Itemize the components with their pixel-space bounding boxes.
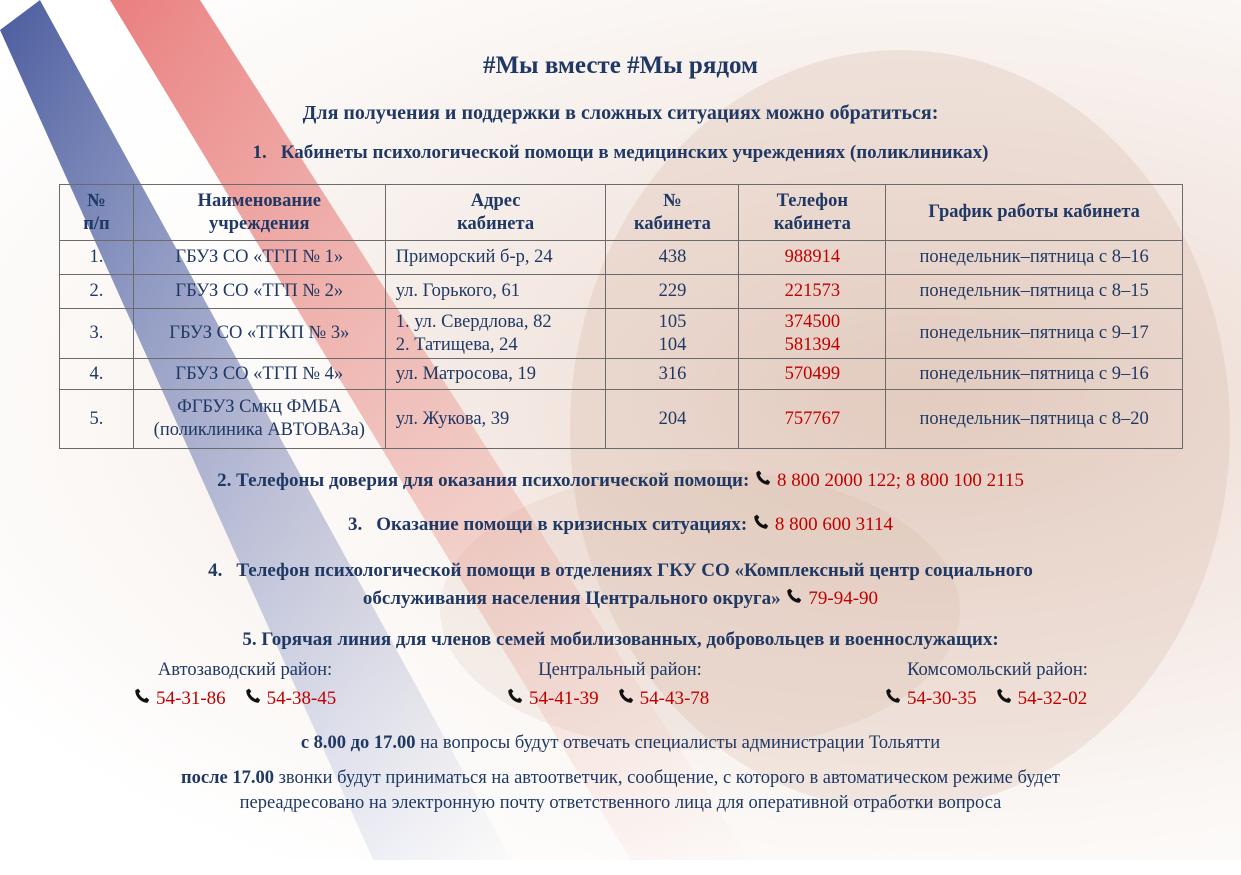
table-row [60, 390, 1183, 449]
district-komsomolsky-phones [884, 687, 1087, 710]
district-centralny-phones [506, 687, 709, 710]
section-3 [0, 513, 1241, 536]
phone-icon [244, 687, 262, 705]
section-4-line-1 [0, 560, 1241, 582]
table-row [60, 309, 1183, 359]
district-avtozavodsky: Автозаводский район: [157, 660, 333, 680]
phone-icon [754, 469, 772, 487]
phone-number: 54-38-45 [266, 688, 337, 709]
note-hours-text: на вопросы будут отвечать специалисты администрации Тольятти [415, 733, 941, 753]
row-room: 204 [606, 390, 739, 449]
header-institution: Наименование учреждения [133, 185, 385, 241]
row-address: ул. Жукова, 39 [385, 390, 606, 449]
section-2 [0, 469, 1241, 492]
phone-number: 54-31-86 [156, 688, 226, 709]
row-schedule: понедельник–пятница с 8–16 [886, 241, 1183, 275]
district-avtozavodsky-phones [133, 687, 336, 710]
row-phone: 757767 [739, 390, 886, 449]
phone-icon [133, 687, 151, 705]
section-1-number: 1. [252, 142, 267, 163]
row-schedule: понедельник–пятница с 8–15 [886, 275, 1183, 309]
row-address: ул. Матросова, 19 [385, 359, 606, 390]
section-1-heading [0, 142, 1241, 164]
note-after-hours [0, 766, 1241, 816]
row-address: ул. Горького, 61 [385, 275, 606, 309]
phone-icon [995, 687, 1013, 705]
row-number: 2. [60, 275, 134, 309]
header-phone: Телефон кабинета [739, 185, 886, 241]
row-phone: 374500 581394 [739, 309, 886, 359]
phone-number: 54-30-35 [907, 688, 977, 709]
table-row [60, 359, 1183, 390]
row-room: 438 [606, 241, 739, 275]
phone-icon [617, 687, 635, 705]
section-4-text-1: Телефон психологической помощи в отделениях ГКУ СО «Комплексный центр социального [236, 560, 1033, 581]
note-working-hours [0, 731, 1241, 756]
section-3-number: 3. [348, 514, 363, 535]
row-institution: ГБУЗ СО «ТГП № 4» [133, 359, 385, 390]
phone-number: 54-32-02 [1017, 688, 1088, 709]
phone-number: 54-41-39 [529, 688, 599, 709]
header-schedule: График работы кабинета [886, 185, 1183, 241]
section-2-phones: 8 800 2000 122; 8 800 100 2115 [777, 470, 1024, 491]
section-4-phone: 79-94-90 [808, 588, 879, 609]
page-title: #Мы вместе #Мы рядом [482, 52, 759, 79]
row-institution: ГБУЗ СО «ТГКП № 3» [133, 309, 385, 359]
row-room: 105 104 [606, 309, 739, 359]
row-institution: ФГБУЗ Смкц ФМБА (поликлиника АВТОВАЗа) [133, 390, 385, 449]
section-3-phone: 8 800 600 3114 [774, 514, 893, 535]
phone-icon [752, 513, 770, 531]
section-4-text-2: обслуживания населения Центрального округа» [362, 588, 781, 609]
section-2-text: 2. Телефоны доверия для оказания психологической помощи: [217, 470, 750, 491]
row-institution: ГБУЗ СО «ТГП № 1» [133, 241, 385, 275]
header-number: № п/п [60, 185, 134, 241]
table-row [60, 275, 1183, 309]
phone-icon [785, 587, 803, 605]
row-schedule: понедельник–пятница с 9–17 [886, 309, 1183, 359]
page-subtitle: Для получения и поддержки в сложных ситуациях можно обратиться: [302, 102, 939, 124]
district-centralny: Центральный район: [538, 660, 702, 680]
phone-icon [506, 687, 524, 705]
row-room: 229 [606, 275, 739, 309]
header-address: Адрес кабинета [385, 185, 606, 241]
row-number: 5. [60, 390, 134, 449]
row-number: 4. [60, 359, 134, 390]
note-after-bold: после 17.00 [180, 768, 274, 788]
row-phone: 988914 [739, 241, 886, 275]
phone-number: 54-43-78 [639, 688, 710, 709]
header-room: № кабинета [606, 185, 739, 241]
note-hours-bold: с 8.00 до 17.00 [300, 733, 416, 753]
row-phone: 570499 [739, 359, 886, 390]
row-phone: 221573 [739, 275, 886, 309]
row-address: 1. ул. Свердлова, 82 2. Татищева, 24 [385, 309, 606, 359]
row-number: 3. [60, 309, 134, 359]
row-address: Приморский б-р, 24 [385, 241, 606, 275]
row-institution: ГБУЗ СО «ТГП № 2» [133, 275, 385, 309]
section-1-text: Кабинеты психологической помощи в медицинских учреждениях (поликлиниках) [280, 142, 989, 163]
note-after-text-2: переадресовано на электронную почту ответственного лица для оперативной отработки вопроса [239, 793, 1002, 813]
row-schedule: понедельник–пятница с 9–16 [886, 359, 1183, 390]
section-3-text: Оказание помощи в кризисных ситуациях: [376, 514, 748, 535]
table-row [60, 241, 1183, 275]
note-after-text-1: звонки будут приниматься на автоответчик, сообщение, с которого в автоматическом режиме будет [273, 768, 1060, 788]
clinics-table [59, 184, 1183, 449]
row-number: 1. [60, 241, 134, 275]
row-schedule: понедельник–пятница с 8–20 [886, 390, 1183, 449]
table-header-row [60, 185, 1183, 241]
district-komsomolsky: Комсомольский район: [907, 660, 1088, 680]
section-4-number: 4. [208, 560, 223, 581]
section-4-line-2 [0, 587, 1241, 610]
phone-icon [884, 687, 902, 705]
row-room: 316 [606, 359, 739, 390]
section-5-title: 5. Горячая линия для членов семей мобилизованных, добровольцев и военнослужащих: [242, 629, 999, 650]
